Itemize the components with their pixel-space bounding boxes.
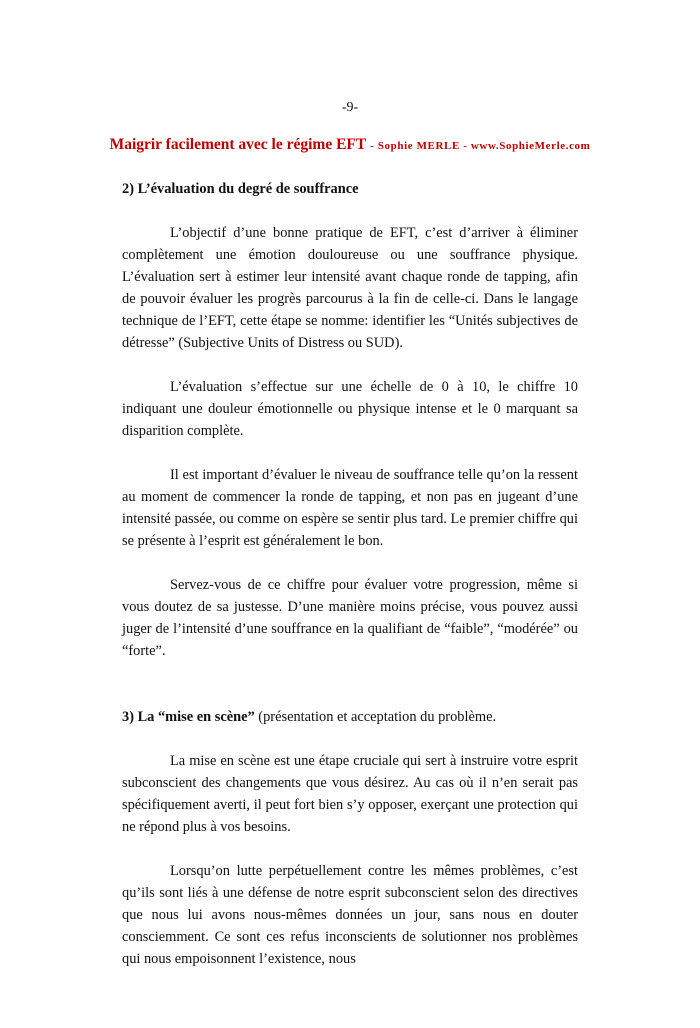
header-author: - Sophie MERLE - www.SophieMerle.com [370,140,591,152]
paragraph: L’objectif d’une bonne pratique de EFT, c’est d’arriver à éliminer complètement une émotion douloureuse ou une souffrance physique. L’évaluation sert à estimer leur intensité avant chaque ronde de tapping, afin de pouvoir évaluer les progrès parcourus à la fin de celle-ci. Dans le langage technique de l’EFT, cette étape se nomme: identifier les “Unités subjectives de détresse” (Subjective Units of Distress ou SUD). [122,225,578,351]
section-heading-bold: 3) La “mise en scène” [122,709,255,725]
document-body [122,178,578,970]
section-heading [122,706,578,728]
paragraph: Lorsqu’on lutte perpétuellement contre les mêmes problèmes, c’est qu’ils sont liés à une défense de notre esprit subconscient selon des directives que nous lui avons nous-mêmes données un jour, sans nous en douter consciemment. Ce sont ces refus inconscients de solutionner nos problèmes qui nous empoisonnent l’existence, nous [122,863,578,967]
document-header [0,136,700,154]
page-number: -9- [341,100,359,115]
paragraph: L’évaluation s’effectue sur une échelle de 0 à 10, le chiffre 10 indiquant une douleur émotionnelle ou physique intense et le 0 marquant sa disparition complète. [122,379,578,439]
paragraph: Il est important d’évaluer le niveau de souffrance telle qu’on la ressent au moment de commencer la ronde de tapping, et non pas en jugeant d’une intensité passée, ou comme on espère se sentir plus tard. Le premier chiffre qui se présente à l’esprit est généralement le bon. [122,467,578,549]
section-heading: 2) L’évaluation du degré de souffrance [122,181,359,197]
header-title: Maigrir facilement avec le régime EFT [109,136,367,153]
paragraph: La mise en scène est une étape cruciale qui sert à instruire votre esprit subconscient des changements que vous désirez. Au cas où il n’en serait pas spécifiquement averti, il peut fort bien s’y opposer, exerçant une protection qui ne répond plus à vos besoins. [122,753,578,835]
section-heading-subtitle: (présentation et acceptation du problème. [254,709,497,725]
paragraph: Servez-vous de ce chiffre pour évaluer votre progression, même si vous doutez de sa justesse. D’une manière moins précise, vous pouvez aussi juger de l’intensité d’une souffrance en la qualifiant de “faible”, “modérée” ou “forte”. [122,577,578,659]
